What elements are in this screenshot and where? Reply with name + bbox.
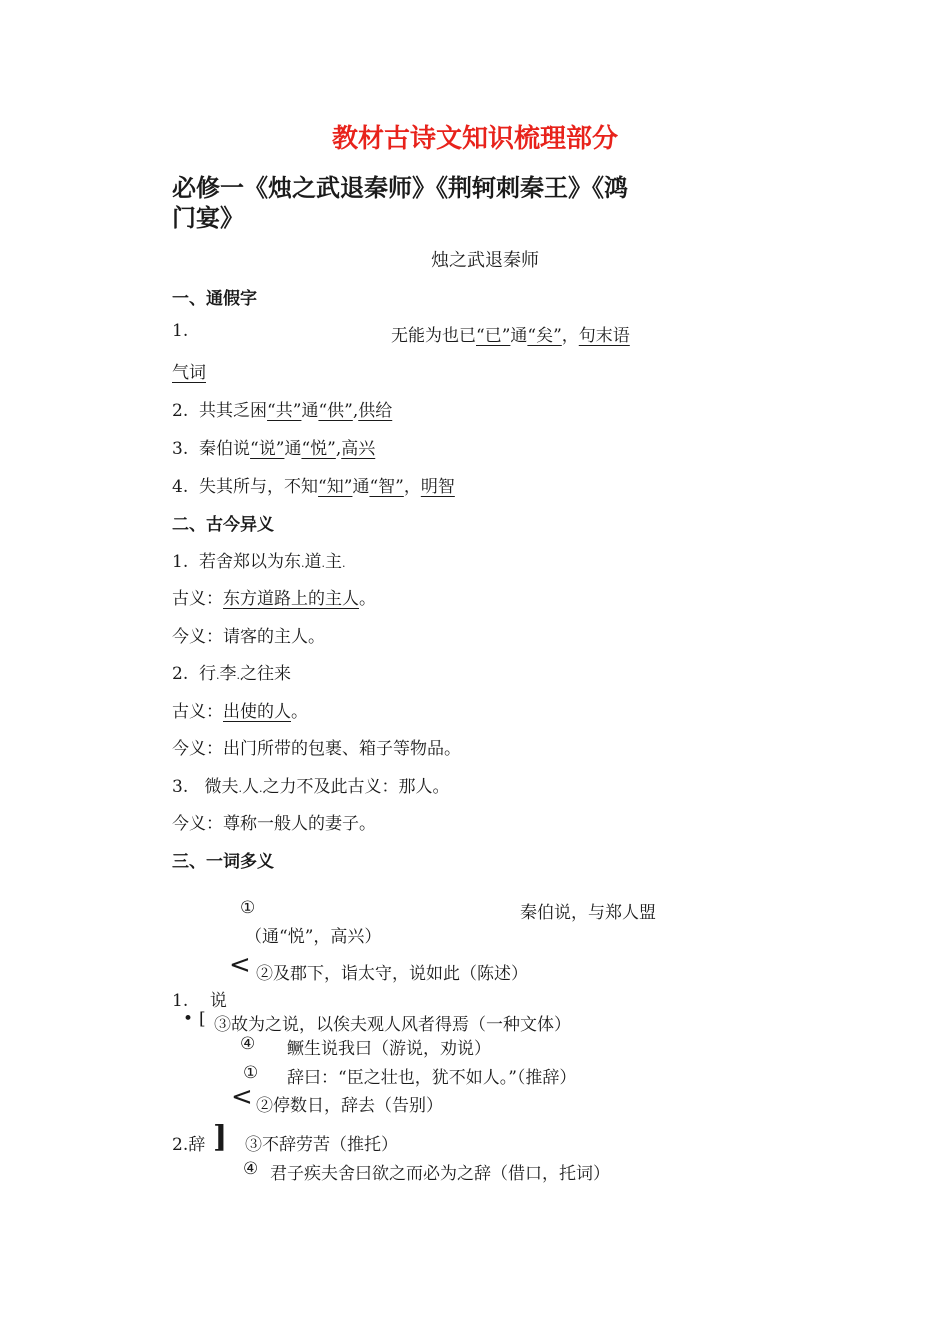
tong-item-1-number: 1. bbox=[172, 321, 189, 341]
tong-item-4-char-a: “知” bbox=[318, 477, 353, 497]
tong-item-2-sentence: 共其乏困 bbox=[199, 401, 268, 421]
main-heading-line2: 门宴》 bbox=[172, 204, 244, 232]
tong-item-4-meaning: 明智 bbox=[420, 477, 455, 497]
gujin-item-1-c3: 主 bbox=[325, 552, 343, 572]
tong-item-3 bbox=[172, 434, 375, 459]
tong-item-1-comma: ， bbox=[561, 326, 579, 346]
gujin-item-1-number: 1. bbox=[172, 552, 189, 572]
gujin-item-3-jin: 今义：尊称一般人的妻子。 bbox=[172, 814, 376, 834]
tong-item-4-tong: 通 bbox=[352, 477, 370, 497]
tong-item-3-comma: , bbox=[335, 439, 342, 459]
gujin-item-2-c1: 行 bbox=[199, 664, 217, 684]
shuo-item-4-mark: ④ bbox=[240, 1034, 256, 1054]
ci-item-2: ②停数日，辞去（告别） bbox=[256, 1096, 443, 1116]
gujin-item-3-number: 3. bbox=[172, 777, 189, 797]
tong-item-2-meaning: 供给 bbox=[358, 401, 393, 421]
tong-item-3-sentence: 秦伯说 bbox=[199, 439, 251, 459]
shuo-item-2: ②及郡下，诣太守，说如此（陈述） bbox=[256, 964, 528, 984]
tong-item-4-comma: ， bbox=[403, 477, 421, 497]
tong-item-4-char-b: “智” bbox=[369, 477, 404, 497]
tong-item-1-char-b: “矣” bbox=[527, 326, 562, 346]
shuo-item-1-note: （通“悦”，高兴） bbox=[245, 927, 382, 947]
shuo-word bbox=[172, 986, 227, 1011]
shuo-item-1-mark: ① bbox=[240, 898, 256, 918]
tong-item-2 bbox=[172, 396, 392, 421]
gujin-item-3-c1: 夫 bbox=[221, 777, 239, 797]
shuo-word-text: 说 bbox=[209, 991, 227, 1011]
shuo-item-4-text: 鳜生说我曰（游说，劝说） bbox=[287, 1039, 491, 1059]
tong-item-1-char-a: “已” bbox=[476, 326, 511, 346]
sub-heading: 烛之武退秦师 bbox=[431, 250, 539, 271]
tong-item-1-sentence: 无能为也已 bbox=[391, 326, 476, 346]
gujin-item-1-jin: 今义：请客的主人。 bbox=[172, 627, 325, 647]
ci-item-1-text: 辞曰：“臣之壮也，犹不如人。”（推辞） bbox=[287, 1068, 577, 1088]
tong-item-1-meaning: 句末语 bbox=[578, 326, 630, 346]
gujin-item-1-sentence: 若舍郑以为 bbox=[199, 552, 285, 572]
bullet-icon: • bbox=[183, 1009, 194, 1029]
gu-end: 。 bbox=[359, 589, 376, 609]
brace-open-icon: < bbox=[229, 950, 251, 980]
tong-item-2-tong: 通 bbox=[301, 401, 319, 421]
section-tongjiazi: 一、通假字 bbox=[172, 289, 257, 309]
ci-item-4-mark: ④ bbox=[243, 1159, 259, 1179]
gu-label: 古义： bbox=[172, 702, 223, 722]
shuo-number: 1. bbox=[172, 991, 189, 1011]
tong-item-2-char-a: “共” bbox=[267, 401, 302, 421]
gu-meaning: 出使的人 bbox=[223, 702, 291, 722]
gujin-item-1-gu bbox=[172, 584, 376, 609]
emphasis-dot: . bbox=[342, 557, 346, 570]
emphasis-dot: . bbox=[236, 669, 241, 682]
gujin-item-3-sentence: 之力不及此古义：那人。 bbox=[262, 777, 450, 797]
bracket-icon: [ bbox=[199, 1009, 206, 1029]
gujin-item-2-sentence: 之往来 bbox=[240, 664, 292, 684]
gujin-item-2 bbox=[172, 659, 291, 684]
tong-item-3-char-a: “说” bbox=[250, 439, 285, 459]
ci-number: 2. bbox=[172, 1135, 189, 1155]
tong-item-1-meaning-cont: 气词 bbox=[172, 363, 206, 383]
ci-word-text: 辞 bbox=[188, 1135, 206, 1155]
gu-meaning: 东方道路上的主人 bbox=[223, 589, 359, 609]
gujin-item-1 bbox=[172, 547, 346, 572]
ci-item-4-text: 君子疾夫舍曰欲之而必为之辞（借口，托词） bbox=[270, 1164, 610, 1184]
shuo-item-1-text: 秦伯说，与郑人盟 bbox=[520, 903, 656, 923]
tong-item-3-meaning: 高兴 bbox=[341, 439, 376, 459]
tong-item-3-tong: 通 bbox=[284, 439, 302, 459]
ci-item-3: ③不辞劳苦（推托） bbox=[245, 1135, 398, 1155]
gujin-item-3-pre: 微 bbox=[204, 777, 222, 797]
tong-item-3-number: 3. bbox=[172, 439, 189, 459]
section-yiciduoyi: 三、一词多义 bbox=[172, 852, 274, 872]
gujin-item-3 bbox=[172, 772, 449, 797]
gujin-item-2-c2: 李 bbox=[219, 664, 237, 684]
section-gujinyiyi: 二、古今异义 bbox=[172, 515, 274, 535]
page-title: 教材古诗文知识梳理部分 bbox=[331, 124, 618, 154]
tong-item-2-char-b: “供” bbox=[318, 401, 353, 421]
main-heading-line1: 必修一《烛之武退秦师》《荆轲刺秦王》《鸿 bbox=[172, 174, 628, 202]
emphasis-dot: . bbox=[301, 557, 305, 570]
shuo-item-3: ③故为之说，以俟夫观人风者得焉（一种文体） bbox=[214, 1015, 571, 1035]
gujin-item-3-c2: 人 bbox=[241, 777, 259, 797]
emphasis-dot: . bbox=[216, 669, 220, 682]
emphasis-dot: . bbox=[321, 557, 326, 570]
gujin-item-2-jin: 今义：出门所带的包裹、箱子等物品。 bbox=[172, 739, 461, 759]
emphasis-dot: . bbox=[258, 782, 263, 795]
tong-item-4 bbox=[172, 472, 455, 497]
ci-item-1-mark: ① bbox=[243, 1063, 259, 1083]
gujin-item-1-c1: 东 bbox=[284, 552, 302, 572]
tong-item-2-comma: , bbox=[352, 401, 359, 421]
gujin-item-1-c2: 道 bbox=[304, 552, 322, 572]
gujin-item-2-number: 2. bbox=[172, 664, 189, 684]
ci-word bbox=[172, 1130, 205, 1155]
brace-open-icon: < bbox=[231, 1082, 253, 1112]
tong-item-4-number: 4. bbox=[172, 477, 189, 497]
gu-label: 古义： bbox=[172, 589, 223, 609]
tong-item-3-char-b: “悦” bbox=[301, 439, 336, 459]
tong-item-4-sentence: 失其所与，不知 bbox=[199, 477, 319, 497]
tong-item-1-tong: 通 bbox=[510, 326, 528, 346]
gujin-item-2-gu bbox=[172, 697, 308, 722]
gu-end: 。 bbox=[291, 702, 308, 722]
tong-item-1 bbox=[391, 321, 630, 346]
bracket-close-icon: ] bbox=[213, 1120, 228, 1155]
emphasis-dot: . bbox=[238, 782, 242, 795]
tong-item-2-number: 2. bbox=[172, 401, 189, 421]
